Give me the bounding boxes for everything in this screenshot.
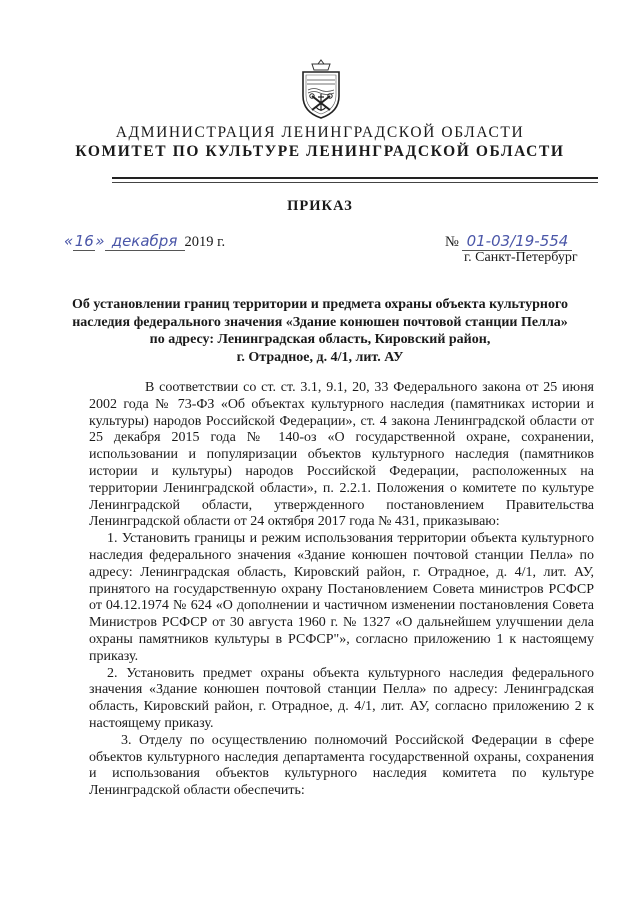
- date-year: 2019 г.: [184, 234, 226, 250]
- org-line-committee: КОМИТЕТ ПО КУЛЬТУРЕ ЛЕНИНГРАДСКОЙ ОБЛАСТИ: [75, 143, 565, 160]
- body-paragraph-preamble: В соответствии со ст. ст. 3.1, 9.1, 20, 33 Федерального закона от 25 июня 2002 года № 73-ФЗ «Об объектах культурного наследия (памятниках истории и культуры) народов Российской Федерации», ст. 4 закона Ленинградской области от 25 декабря 2015 года № 140-оз «О государственной охране, сохранении, использовании и популяризации объектов культурного наследия (памятников истории и культуры) народов Российской Федерации, расположенных на территории Ленинградской области», п. 2.2.1. Положения о комитете по культуре Ленинградской области, утвержденного постановлением Правительства Ленинградской области от 24 октября 2017 года № 431, приказываю:: [89, 380, 594, 530]
- org-line-administration: АДМИНИСТРАЦИЯ ЛЕНИНГРАДСКОЙ ОБЛАСТИ: [115, 124, 525, 141]
- document-date: [64, 232, 225, 251]
- document-number: [445, 232, 572, 251]
- title-line: наследия федерального значения «Здание конюшен почтовой станции Пелла»: [72, 314, 568, 330]
- document-body: [89, 380, 594, 800]
- title-line: по адресу: Ленинградская область, Кировский район,: [149, 332, 491, 347]
- body-paragraph-item-3: 3. Отделу по осуществлению полномочий Российской Федерации в сфере объектов культурного наследия департамента государственной охраны, сохранения и использования объектов культурного наследия комитета по культуре Ленинградской области обеспечить:: [89, 732, 594, 799]
- date-month-handwritten: декабря: [105, 232, 185, 251]
- body-paragraph-item-1: 1. Установить границы и режим использования территории объекта культурного наследия федерального значения «Здание конюшен почтовой станции Пелла» по адресу: Ленинградская область, Кировский район, г. Отрадное, д. 4/1, лит. АУ, принятого на государственную охрану Постановлением Совета министров РСФСР от 04.12.1974 № 624 «О дополнении и частичном изменении постановления Совета Министров РСФСР от 30 августа 1960 г. № 1327 «О дальнейшем улучшении дела охраны памятников культуры в РСФСР"», согласно приложению 1 к настоящему приказу.: [89, 531, 594, 664]
- header-divider-thick: [112, 177, 598, 179]
- title-line: г. Отрадное, д. 4/1, лит. АУ: [236, 349, 404, 365]
- document-title: [60, 296, 580, 366]
- document-city: г. Санкт-Петербург: [464, 250, 578, 265]
- body-paragraph-item-2: 2. Установить предмет охраны объекта культурного наследия федерального значения «Здание конюшен почтовой станции Пелла» по адресу: Ленинградская область, Кировский район, г. Отрадное, д. 4/1, лит. АУ, согласно приложению 2 к настоящему приказу.: [89, 665, 594, 731]
- header-divider-thin: [112, 182, 598, 183]
- leningrad-oblast-coat-of-arms-icon: [298, 58, 344, 120]
- number-prefix: №: [445, 234, 459, 250]
- date-day-handwritten: 16: [74, 232, 94, 250]
- date-open-quote: «: [64, 232, 74, 250]
- date-close-quote: »: [95, 232, 105, 250]
- title-line: Об установлении границ территории и предмета охраны объекта культурного: [72, 297, 568, 312]
- number-handwritten: 01-03/19-554: [462, 232, 572, 251]
- document-type-heading: ПРИКАЗ: [287, 198, 353, 214]
